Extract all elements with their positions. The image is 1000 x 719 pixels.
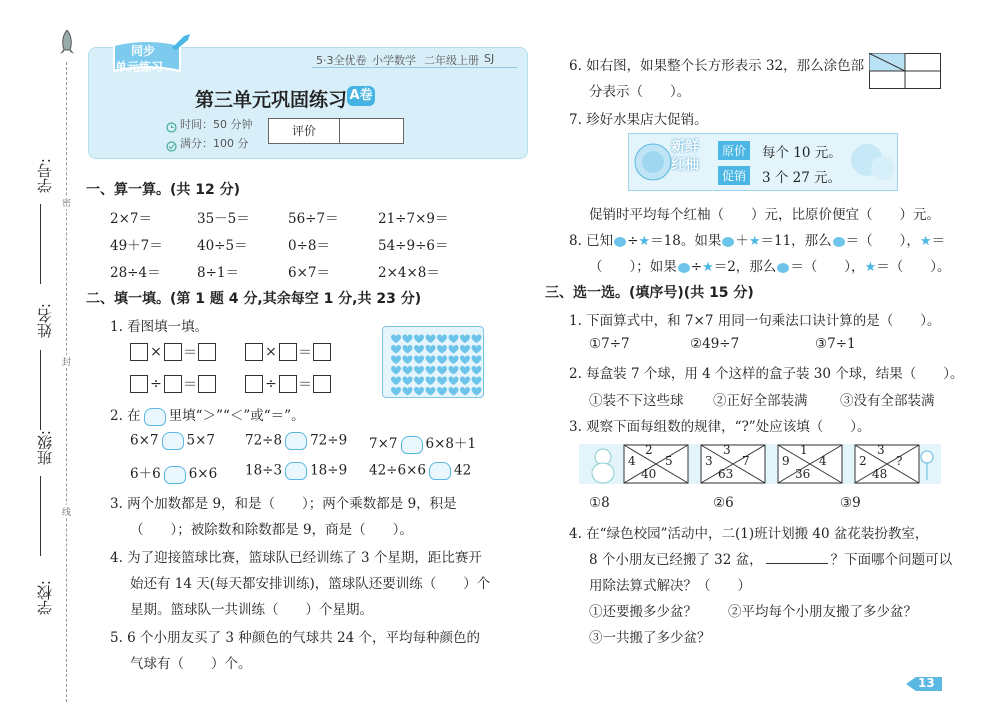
answer-box[interactable] xyxy=(198,375,216,393)
answer-box[interactable] xyxy=(313,343,331,361)
heart-icon xyxy=(414,366,424,375)
rectangle-figure xyxy=(869,53,941,93)
compare-slot[interactable] xyxy=(285,462,307,480)
heart-icon xyxy=(391,366,401,375)
heart-icon xyxy=(391,356,401,365)
heart-icon xyxy=(449,335,459,344)
fill-blank[interactable] xyxy=(766,551,828,564)
num-box-1-top: 2 xyxy=(645,443,653,457)
score-label: 评价 xyxy=(269,119,340,143)
heart-icon xyxy=(414,387,424,396)
heart-icon xyxy=(722,237,734,247)
q2-1-row2-right: ÷ ＝ xyxy=(245,373,331,394)
compare-slot[interactable] xyxy=(401,436,423,454)
seal-mark-xian: 线 xyxy=(62,505,71,518)
calc-1-4: 21÷7×9＝ xyxy=(378,211,449,227)
orig-price: 每个 10 元。 xyxy=(762,145,842,161)
c2-text: 2. 每盒装 7 个球，用 4 个这样的盒子装 30 个球，结果（ ）。 xyxy=(569,366,964,382)
answer-box[interactable] xyxy=(245,375,263,393)
c4-line3: 用除法算式解决？（ ） xyxy=(589,578,751,594)
heart-icon xyxy=(426,377,436,386)
c3-opt2[interactable]: ②6 xyxy=(713,495,734,511)
q7-question: 促销时平均每个红柚（ ）元，比原价便宜（ ）元。 xyxy=(589,207,940,223)
heart-icon xyxy=(449,377,459,386)
rocket-icon xyxy=(60,30,74,56)
heart-icon xyxy=(391,377,401,386)
page-title: 第三单元巩固练习 xyxy=(195,89,348,111)
grade-name: 二年级上册 xyxy=(424,54,479,67)
check-icon xyxy=(166,137,177,156)
answer-box[interactable] xyxy=(279,343,297,361)
student-id-label: 学号: xyxy=(36,158,54,194)
num-box-2-top: 3 xyxy=(723,443,731,457)
sec1-title: 一、算一算。(共 12 分) xyxy=(86,182,241,198)
heart-icon xyxy=(403,387,413,396)
seal-mark-mi: 密 xyxy=(62,196,71,209)
heart-icon xyxy=(437,366,447,375)
heart-icon xyxy=(426,335,436,344)
student-id-line xyxy=(40,204,41,284)
calc-2-1: 49＋7＝ xyxy=(110,238,163,254)
c4-line2: 8 个小朋友已经搬了 32 盆， ？下面哪个问题可以 xyxy=(589,552,953,568)
c2-opt1[interactable]: ①装不下这些球 xyxy=(589,393,684,409)
heart-icon xyxy=(403,345,413,354)
cmp-1-2: 72÷8 72÷9 xyxy=(245,432,348,449)
heart-icon xyxy=(614,237,626,247)
num-box-1-left: 4 xyxy=(628,454,636,468)
class-line xyxy=(40,476,41,556)
answer-box[interactable] xyxy=(245,343,263,361)
calc-1-2: 35－5＝ xyxy=(197,211,250,227)
heart-icon xyxy=(678,263,690,273)
q2-5-line2: 气球有（ ）个。 xyxy=(130,656,252,672)
cmp-2-3: 42÷6×6 42 xyxy=(369,462,472,479)
heart-icon xyxy=(437,377,447,386)
num-box-2-left: 3 xyxy=(705,454,713,468)
heart-icon xyxy=(414,335,424,344)
q7-text: 7. 珍好水果店大促销。 xyxy=(569,112,708,128)
answer-box[interactable] xyxy=(130,375,148,393)
promo-name1: 新鲜 xyxy=(671,139,699,155)
heart-icon xyxy=(472,345,482,354)
num-box-1-right: 5 xyxy=(665,454,673,468)
heart-icon xyxy=(449,387,459,396)
num-box-4-top: 3 xyxy=(877,443,885,457)
name-label: 姓名: xyxy=(36,303,54,339)
answer-box[interactable] xyxy=(279,375,297,393)
q2-1-row1-left: × ＝ xyxy=(130,341,216,362)
star-icon: ★ xyxy=(638,234,651,249)
c1-opt1[interactable]: ①7÷7 xyxy=(589,336,630,352)
heart-icon xyxy=(460,345,470,354)
heart-icon xyxy=(426,387,436,396)
num-box-4-right: ? xyxy=(896,454,903,468)
q2-1-row2-left: ÷ ＝ xyxy=(130,373,216,394)
heart-icon xyxy=(777,263,789,273)
heart-icon xyxy=(403,377,413,386)
class-label: 班级: xyxy=(36,430,54,466)
page-number: 13 xyxy=(918,676,935,690)
num-box-3-left: 9 xyxy=(782,454,790,468)
num-box-3-bottom: 36 xyxy=(795,467,811,481)
heart-icon xyxy=(391,345,401,354)
q2-2-text: 2. 在 里填“＞”“＜”或“＝”。 xyxy=(110,408,305,424)
c3-opt3[interactable]: ③9 xyxy=(840,495,861,511)
heart-icon xyxy=(426,345,436,354)
c4-opt2[interactable]: ②平均每个小朋友搬了多少盆？ xyxy=(728,604,917,620)
heart-icon xyxy=(437,335,447,344)
ribbon-line2: 单元练习 xyxy=(115,60,164,74)
c4-opt3[interactable]: ③一共搬了多少盆？ xyxy=(589,630,711,646)
calc-1-1: 2×7＝ xyxy=(110,211,152,227)
edition-name: SJ xyxy=(484,52,495,65)
heart-icon xyxy=(460,387,470,396)
heart-icon xyxy=(833,237,845,247)
num-box-4-bottom: 48 xyxy=(872,467,888,481)
c3-text: 3. 观察下面每组数的规律，“?”处应该填（ ）。 xyxy=(569,419,871,435)
calc-1-3: 56÷7＝ xyxy=(288,211,339,227)
heart-icon xyxy=(403,335,413,344)
heart-icon xyxy=(414,377,424,386)
heart-icon xyxy=(403,366,413,375)
compare-slot[interactable] xyxy=(164,466,186,484)
heart-icon xyxy=(460,335,470,344)
heart-icon xyxy=(449,356,459,365)
heart-icon xyxy=(391,387,401,396)
heart-icon xyxy=(472,377,482,386)
heart-icon xyxy=(472,387,482,396)
star-icon: ★ xyxy=(919,234,932,249)
calc-2-4: 54÷9÷6＝ xyxy=(378,238,449,254)
heart-icon xyxy=(391,335,401,344)
rocket-decor-icon xyxy=(170,32,192,54)
heart-icon xyxy=(460,356,470,365)
calc-2-3: 0÷8＝ xyxy=(288,238,330,254)
orig-price-tag: 原价 xyxy=(718,141,750,160)
heart-icon xyxy=(472,356,482,365)
school-label: 学校: xyxy=(36,580,54,616)
subject-name: 小学数学 xyxy=(372,54,416,67)
c1-opt3[interactable]: ③7÷1 xyxy=(815,336,856,352)
cmp-2-1: 6＋6 6×6 xyxy=(130,466,218,482)
heart-icon xyxy=(449,366,459,375)
q6-line1: 6. 如右图，如果整个长方形表示 32，那么涂色部 xyxy=(569,58,865,74)
sale-price-tag: 促销 xyxy=(718,166,750,185)
c1-opt2[interactable]: ②49÷7 xyxy=(690,336,740,352)
compare-circle-icon xyxy=(144,408,166,426)
compare-slot[interactable] xyxy=(429,462,451,480)
header-rule xyxy=(312,67,517,68)
heart-icon xyxy=(437,356,447,365)
cmp-2-2: 18÷3 18÷9 xyxy=(245,462,348,479)
star-icon: ★ xyxy=(702,260,714,275)
q2-5-line1: 5. 6 个小朋友买了 3 种颜色的气球共 24 个，平均每种颜色的 xyxy=(110,630,480,646)
calc-3-1: 28÷4＝ xyxy=(110,265,161,281)
num-box-3-top: 1 xyxy=(800,443,808,457)
q8-line1: 8. 已知 ÷★＝18。如果 ＋★＝11，那么 ＝（ ），★＝ xyxy=(569,233,946,249)
cmp-1-1: 6×7 5×7 xyxy=(130,432,215,449)
answer-box[interactable] xyxy=(130,343,148,361)
ribbon-line1: 同步 xyxy=(131,44,156,58)
heart-icon xyxy=(437,345,447,354)
version-badge: A卷 xyxy=(347,86,375,106)
answer-box[interactable] xyxy=(164,343,182,361)
heart-icon xyxy=(460,377,470,386)
calc-3-3: 6×7＝ xyxy=(288,265,330,281)
calc-3-4: 2×4×8＝ xyxy=(378,265,440,281)
num-box-2-right: 7 xyxy=(742,454,750,468)
star-icon: ★ xyxy=(864,260,877,275)
num-box-4-left: 2 xyxy=(859,454,867,468)
series-name: 5·3全优卷 xyxy=(316,54,367,67)
cmp-1-3: 7×7 6×8＋1 xyxy=(369,436,477,452)
full-score: 满分：100 分 xyxy=(180,137,249,150)
calc-3-2: 8÷1＝ xyxy=(197,265,239,281)
promo-name2: 红柚 xyxy=(671,157,699,173)
score-box[interactable] xyxy=(268,118,404,144)
compare-slot[interactable] xyxy=(162,432,184,450)
heart-icon xyxy=(403,356,413,365)
q8-line2: （ ）；如果 ÷★＝2，那么 ＝（ ），★＝（ ）。 xyxy=(589,259,951,275)
heart-icon xyxy=(426,366,436,375)
sec2-title: 二、填一填。(第 1 题 4 分,其余每空 1 分,共 23 分) xyxy=(86,291,422,307)
answer-box[interactable] xyxy=(164,375,182,393)
num-box-3-right: 4 xyxy=(819,454,827,468)
heart-icon xyxy=(414,345,424,354)
q2-3-line1: 3. 两个加数都是 9，和是（ ）；两个乘数都是 9，积是 xyxy=(110,496,457,512)
q2-1-row1-right: × ＝ xyxy=(245,341,331,362)
seal-mark-feng: 封 xyxy=(62,355,71,368)
heart-icon xyxy=(437,387,447,396)
c1-text: 1. 下面算式中，和 7×7 用同一句乘法口诀计算的是（ ）。 xyxy=(569,313,941,329)
heart-icon xyxy=(449,345,459,354)
q2-4-line2: 始还有 14 天(每天都安排训练)，篮球队还要训练（ ）个 xyxy=(130,576,491,592)
answer-box[interactable] xyxy=(313,375,331,393)
heart-icon xyxy=(426,356,436,365)
heart-icon xyxy=(472,366,482,375)
heart-icon xyxy=(472,335,482,344)
heart-icon xyxy=(460,366,470,375)
q2-1-text: 1. 看图填一填。 xyxy=(110,319,209,335)
answer-box[interactable] xyxy=(198,343,216,361)
sec3-title: 三、选一选。(填序号)(共 15 分) xyxy=(545,285,754,301)
hearts-grid-image xyxy=(382,326,484,398)
binding-line xyxy=(66,62,67,702)
compare-slot[interactable] xyxy=(285,432,307,450)
q6-line2: 分表示（ ）。 xyxy=(589,84,691,100)
q2-3-line2: （ ）；被除数和除数都是 9，商是（ ）。 xyxy=(130,522,413,538)
sale-price: 3 个 27 元。 xyxy=(762,170,842,186)
name-line xyxy=(40,350,41,430)
calc-2-2: 40÷5＝ xyxy=(197,238,248,254)
num-box-1-bottom: 40 xyxy=(641,467,657,481)
c2-opt3[interactable]: ③没有全部装满 xyxy=(840,393,935,409)
time-limit: 时间：50 分钟 xyxy=(180,118,253,131)
q2-4-line3: 星期。篮球队一共训练（ ）个星期。 xyxy=(130,602,373,618)
clock-icon xyxy=(166,118,177,137)
c3-opt1[interactable]: ①8 xyxy=(589,495,610,511)
heart-icon xyxy=(414,356,424,365)
polar-bear-icon xyxy=(586,446,620,488)
q2-4-line1: 4. 为了迎接篮球比赛，篮球队已经训练了 3 个星期，距比赛开 xyxy=(110,550,482,566)
star-icon: ★ xyxy=(748,234,761,249)
c4-line1: 4. 在“绿色校园”活动中，二(1)班计划搬 40 盆花装扮教室， xyxy=(569,526,929,542)
c4-opt1[interactable]: ①还要搬多少盆？ xyxy=(589,604,697,620)
c2-opt2[interactable]: ②正好全部装满 xyxy=(713,393,808,409)
num-box-2-bottom: 63 xyxy=(718,467,734,481)
